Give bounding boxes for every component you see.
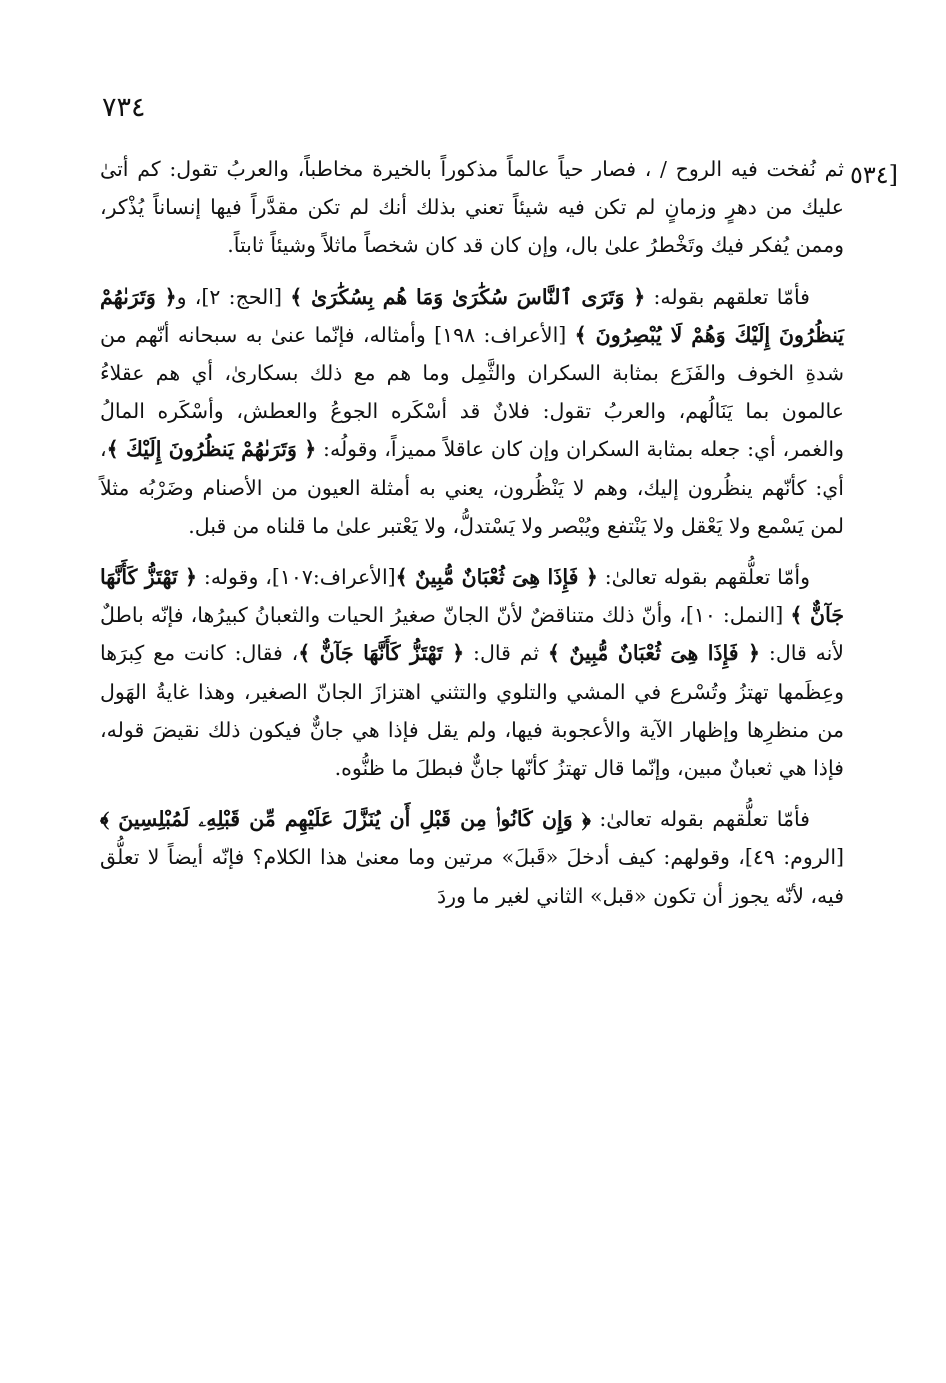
text-segment: [الحج: ٢]، و — [176, 284, 291, 309]
quran-quote: ﴿ وَتَرَى ٱلنَّاسَ سُكَٰرَىٰ وَمَا هُم بِسُكَٰرَىٰ ﴾ — [290, 284, 646, 309]
body-text — [100, 150, 844, 915]
text-segment: ، أي: كأنّهم ينظُرون إليك، وهم لا يَنْظُرون، يعني به أمثلة العيون من الأصنام وضَرْبُه مثلاً لمن يَسْمع ولا يَعْقل ولا يَنْتفع ويُبْصر ولا يَسْتدلُّ، ولا يَعْتبر علىٰ ما قلناه من قبل. — [100, 437, 844, 538]
text-segment: ثم قال: — [464, 641, 548, 666]
page-number: ٧٣٤ — [102, 92, 146, 123]
text-segment: [الروم: ٤٩]، وقولهم: كيف أدخلَ «قَبلَ» مرتين وما معنىٰ هذا الكلام؟ فإنّه أيضاً لا تعلُّق فيه، لأنّه يجوز أن تكون «قبل» الثاني لغير ما وردَ — [100, 845, 845, 908]
text-segment: [النمل: ١٠]، وأنّ ذلك متناقضٌ لأنّ الجانّ صغيرُ الحيات والثعبانُ كبيرُها، فإنّه باطلٌ لأنه قال: — [100, 603, 844, 666]
quran-quote: ﴿ تَهْتَزُّ كَأَنَّهَا جَآنٌّ ﴾ — [298, 641, 465, 666]
text-segment: [الأعراف: ١٩٨] وأمثاله، فإنّما عنىٰ به سبحانه أنّهم من شدةِ الخوف والفَزَع بمثابة السكران والثَّمِل وما هم مع ذلك بسكارىٰ، أي هم عقلاءُ عالمون بما يَنَالُهم، والعربُ تقول: فلانٌ قد أسْكَره الجوعُ والعطش، وأسْكَره المالُ والغمر، أي: جعله بمثابة السكران وإن كان عاقلاً مميزاً، وقولُه: — [100, 322, 844, 462]
quran-quote: ﴿ تَهْتَزُّ كَأَنَّهَا جَآنٌّ ﴾ — [100, 565, 844, 628]
text-segment: ثم نُفخت فيه الروح / ، فصار حياً عالماً مذكوراً بالخيرة مخاطباً، والعربُ تقول: كم أتىٰ عليك من دهرٍ وزمانٍ لم تكن فيه شيئاً تعني بذلك أنك لم تكن مقدَّراً فيها إنساناً يُذْكر، وممن يُفكر فيك وتَخْطرُ علىٰ بال، وإن كان قد كان شخصاً ماثلاً وشيئاً ثابتاً. — [100, 157, 844, 258]
text-segment: وأمّا تعلُّقهم بقوله تعالىٰ: — [597, 565, 811, 590]
text-segment: [الأعراف:١٠٧]، وقوله: — [197, 565, 396, 590]
quran-quote: ﴿ فَإِذَا هِىَ ثُعْبَانٌ مُّبِينٌ ﴾ — [395, 565, 598, 590]
paragraph — [100, 278, 844, 545]
paragraph — [100, 150, 844, 265]
paragraph — [100, 800, 844, 915]
paragraph — [100, 558, 844, 787]
quran-quote: ﴿ وَتَرَىٰهُمْ يَنظُرُونَ إِلَيْكَ وَهُمْ لَا يُبْصِرُونَ ﴾ — [100, 284, 844, 347]
quran-quote: ﴿ وَتَرَىٰهُمْ يَنظُرُونَ إِلَيْكَ ﴾ — [106, 437, 317, 462]
text-segment: فأمّا تعلُّقهم بقوله تعالىٰ: — [590, 807, 810, 832]
quran-quote: ﴿ فَإِذَا هِىَ ثُعْبَانٌ مُّبِينٌ ﴾ — [547, 641, 761, 666]
quran-quote: ﴿ وَإِن كَانُوا۟ مِن قَبْلِ أَن يُنَزَّلَ عَلَيْهِم مِّن قَبْلِهِۦ لَمُبْلِسِينَ ﴾ — [100, 807, 591, 832]
text-segment: ، فقال: كانت مع كِبرَها وعِظَمها تهتزُ وتُسْرع في المشي والتلوي والتثني اهتزازَ الجانّ الصغير، وهذا غايةُ الهَول من منظرِها وإظهار الآية والأعجوبة فيها، ولم يقل فإذا هي جانٌّ فيكون ذلك نقيضَ قوله، فإذا هي ثعبانٌ مبين، وإنّما قال تهتزُ كأنّها جانٌّ فبطلَ ما ظنُّوه. — [100, 641, 844, 781]
text-segment: فأمّا تعلقهم بقوله: — [645, 284, 810, 309]
margin-reference: [٥٣٤ — [850, 161, 899, 189]
